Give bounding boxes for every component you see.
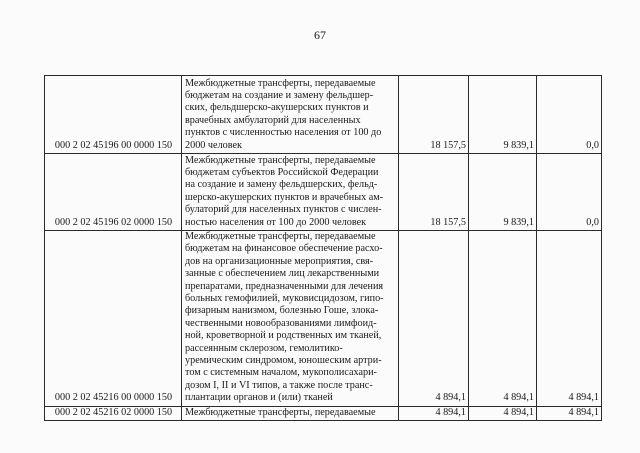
description-line: на создание и замену фельдшерских, фельд- [185,179,378,191]
amount-cell-2: 4 894,1 [469,406,537,420]
description-cell [182,76,399,154]
description-line: уремическим синдромом, юношеским артри- [185,355,382,367]
description-line: врачебных амбулаторий для населенных [185,114,361,126]
budget-code-cell: 000 2 02 45216 00 0000 150 [45,231,182,407]
description-line: ностью населения от 100 до 2000 человек [185,216,367,228]
table-row [45,231,602,407]
table-row [45,76,602,154]
amount-cell-1: 4 894,1 [399,406,469,420]
amount-cell-1: 18 157,5 [399,76,469,154]
amount-cell-1: 18 157,5 [399,154,469,231]
amount-cell-3: 0,0 [537,76,602,154]
description-line: дозом I, II и VI типов, а также после транс- [185,379,373,391]
budget-table [44,75,602,421]
budget-code-cell: 000 2 02 45216 02 0000 150 [45,406,182,420]
description-line: пунктов с численностью населения от 100 до [185,127,382,139]
description-cell [182,154,399,231]
description-line: 2000 человек [185,139,242,151]
description-line: шерско-акушерских пунктов и врачебных ам- [185,191,384,203]
description-line: больных гемофилией, муковисцидозом, гипо- [185,293,384,305]
amount-cell-2: 4 894,1 [469,231,537,407]
amount-cell-2: 9 839,1 [469,154,537,231]
description-cell [182,231,399,407]
amount-cell-1: 4 894,1 [399,231,469,407]
description-line: Межбюджетные трансферты, передаваемые [185,406,376,418]
description-line: физарным нанизмом, болезнью Гоше, злока- [185,305,379,317]
description-line: дов на организационные мероприятия, свя- [185,255,374,267]
description-line: чественными новообразованиями лимфоид- [185,317,377,329]
description-line: Межбюджетные трансферты, передаваемые [185,77,376,89]
description-line: булаторий для населенных пунктов с числен- [185,204,382,216]
description-line: занные с обеспечением лиц лекарственными [185,268,380,280]
description-line: ной, кроветворной и родственных им тканей, [185,330,382,342]
table-row [45,406,602,420]
budget-code-cell: 000 2 02 45196 02 0000 150 [45,154,182,231]
description-line: ских, фельдшерско-акушерских пунктов и [185,102,369,114]
amount-cell-3: 4 894,1 [537,231,602,407]
description-line: Межбюджетные трансферты, передаваемые [185,154,376,166]
amount-cell-3: 0,0 [537,154,602,231]
amount-cell-3: 4 894,1 [537,406,602,420]
description-line: рассеянным склерозом, гемолитико- [185,342,343,354]
amount-cell-2: 9 839,1 [469,76,537,154]
description-line: плантации органов и (или) тканей [185,392,333,404]
budget-code-cell: 000 2 02 45196 00 0000 150 [45,76,182,154]
description-line: том с системным началом, мукополисахари- [185,367,377,379]
description-cell [182,406,399,420]
description-line: бюджетам на финансовое обеспечение расхо- [185,243,383,255]
table-row [45,154,602,231]
description-line: Межбюджетные трансферты, передаваемые [185,231,376,242]
page-number: 67 [314,28,326,42]
description-line: препаратами, предназначенными для лечения [185,280,384,292]
description-line: бюджетам субъектов Российской Федерации [185,166,379,178]
description-line: бюджетам на создание и замену фельдшер- [185,89,374,101]
